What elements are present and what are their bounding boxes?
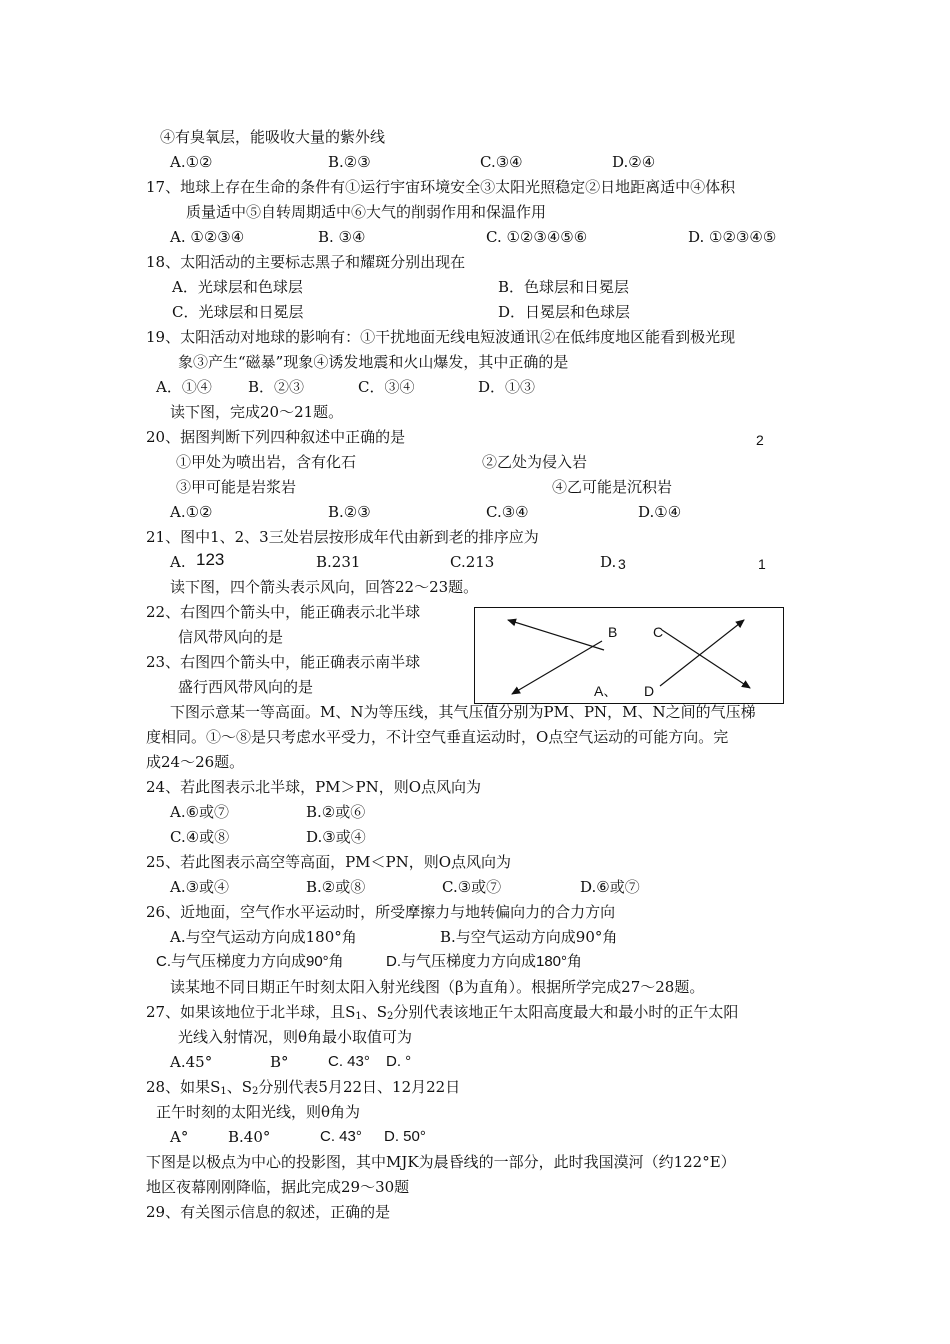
intro-24-26-line2: 度相同。①～⑧是只考虑水平受力，不计空气垂直运动时，O点空气运动的可能方向。完 — [146, 728, 729, 746]
wind-label-a: A、 — [594, 683, 618, 699]
q17-stem-line2: 质量适中⑤自转周期适中⑥大气的削弱作用和保温作用 — [186, 203, 547, 221]
wind-label-d: D — [644, 683, 655, 699]
intro-29-30-line1: 下图是以极点为中心的投影图，其中MJK为晨昏线的一部分，此时我国漠河（约122°E） — [146, 1153, 736, 1171]
q26-stem: 26、近地面，空气作水平运动时，所受摩擦力与地转偏向力的合力方向 — [146, 903, 616, 921]
q18-choice-d: D．日冕层和色球层 — [498, 303, 631, 321]
q21-stem: 21、图中1、2、3三处岩层按形成年代由新到老的排序应为 — [146, 528, 539, 546]
q28-choice-b: B.40° — [228, 1128, 271, 1146]
q28-stem-line1 — [146, 1077, 460, 1097]
q21-choice-a: A. — [170, 553, 186, 571]
q21-choice-c: C.213 — [450, 553, 495, 571]
q27-stem-pre: 27、如果该地位于北半球，且S — [146, 1003, 356, 1021]
q18-choice-b: B．色球层和日冕层 — [498, 278, 630, 296]
q23-stem-line1: 23、右图四个箭头中，能正确表示南半球 — [146, 653, 421, 671]
q18-choice-c: C．光球层和日冕层 — [172, 303, 304, 321]
q18-choice-a: A．光球层和色球层 — [172, 278, 303, 296]
q19-choice-b: B．②③ — [248, 378, 305, 396]
q17-choice-b: B. ③④ — [318, 228, 366, 246]
q19-choice-d: D．①③ — [478, 378, 536, 396]
q22-stem-line1: 22、右图四个箭头中，能正确表示北半球 — [146, 603, 421, 621]
q17-choice-a: A. ①②③④ — [170, 228, 245, 246]
q26-choice-b: B.与空气运动方向成90°角 — [440, 928, 618, 946]
q29-stem: 29、有关图示信息的叙述，正确的是 — [146, 1203, 391, 1221]
q16-choice-d: D.②④ — [612, 153, 656, 171]
rock-layer-label-2: 2 — [756, 432, 764, 448]
q21-choice-d: D. — [600, 553, 617, 571]
q20-statement-4: ④乙可能是沉积岩 — [552, 478, 673, 496]
read-instruction-27-28: 读某地不同日期正午时刻太阳入射光线图（β为直角）。根据所学完成27～28题。 — [170, 978, 705, 996]
q20-choice-d: D.①④ — [638, 503, 682, 521]
wind-arrow-b — [508, 620, 604, 650]
q17-stem-line1: 17、地球上存在生命的条件有①运行宇宙环境安全③太阳光照稳定②日地距离适中④体积 — [146, 178, 736, 196]
read-instruction-22-23: 读下图，四个箭头表示风向，回答22～23题。 — [170, 578, 479, 596]
wind-label-c: C — [653, 624, 664, 640]
q27-stem-post: 分别代表该地正午太阳高度最大和最小时的正午太阳 — [393, 1003, 739, 1021]
q16-choice-a: A.①② — [170, 153, 213, 171]
wind-label-b: B — [608, 624, 618, 640]
s2-subscript: 2 — [252, 1086, 259, 1097]
q27-stem-line1 — [146, 1002, 738, 1022]
q19-choice-a: A．①④ — [156, 378, 212, 396]
wind-arrows-figure — [474, 607, 784, 704]
q20-choice-c: C.③④ — [486, 503, 529, 521]
q20-statement-2: ②乙处为侵入岩 — [482, 453, 588, 471]
q17-choice-c: C. ①②③④⑤⑥ — [486, 228, 588, 246]
intro-24-26-line3: 成24～26题。 — [146, 753, 245, 771]
q28-choice-d: D. 50° — [384, 1128, 426, 1145]
q21-choice-a-value: 123 — [196, 550, 225, 569]
q18-stem: 18、太阳活动的主要标志黑子和耀斑分别出现在 — [146, 253, 466, 271]
q26-choice-d: D.与气压梯度力方向成180°角 — [386, 953, 583, 970]
q17-choice-d: D. ①②③④⑤ — [688, 228, 777, 246]
q23-stem-line2: 盛行西风带风向的是 — [178, 678, 314, 696]
q16-option-4: ④有臭氧层，能吸收大量的紫外线 — [160, 128, 386, 146]
s1-subscript: 1 — [355, 1011, 362, 1022]
q20-statement-3: ③甲可能是岩浆岩 — [176, 478, 297, 496]
read-instruction-20-21: 读下图，完成20～21题。 — [170, 403, 344, 421]
q20-statement-1: ①甲处为喷出岩，含有化石 — [176, 453, 357, 471]
q28-stem-pre: 28、如果S — [146, 1078, 221, 1096]
q25-choice-a: A.③或④ — [170, 878, 230, 896]
q24-choice-c: C.④或⑧ — [170, 828, 230, 846]
q25-choice-b: B.②或⑧ — [306, 878, 366, 896]
q27-choice-a: A.45° — [170, 1053, 213, 1071]
q24-choice-b: B.②或⑥ — [306, 803, 366, 821]
q25-stem: 25、若此图表示高空等高面，PM＜PN，则O点风向为 — [146, 853, 512, 871]
q27-choice-b: B° — [270, 1053, 289, 1071]
q16-choice-b: B.②③ — [328, 153, 371, 171]
q28-stem-line2: 正午时刻的太阳光线，则θ角为 — [156, 1103, 361, 1121]
q28-choice-a: A° — [170, 1128, 189, 1146]
q27-stem-line2: 光线入射情况，则θ角最小取值可为 — [178, 1028, 413, 1046]
q26-choice-a: A.与空气运动方向成180°角 — [170, 928, 357, 946]
q20-choice-a: A.①② — [170, 503, 213, 521]
intro-29-30-line2: 地区夜幕刚刚降临，据此完成29～30题 — [146, 1178, 410, 1196]
q27-stem-mid: 、S — [361, 1003, 388, 1021]
s1-subscript: 1 — [220, 1086, 227, 1097]
q20-choice-b: B.②③ — [328, 503, 371, 521]
q27-choice-c: C. 43° — [328, 1053, 370, 1070]
q21-choice-b: B.231 — [316, 553, 361, 571]
q24-choice-d: D.③或④ — [306, 828, 366, 846]
q19-choice-c: C．③④ — [358, 378, 415, 396]
intro-24-26-line1: 下图示意某一等高面。M、N为等压线，其气压值分别为PM、PN，M、N之间的气压梯 — [170, 703, 756, 721]
q26-choice-c: C.与气压梯度力方向成90°角 — [156, 953, 344, 970]
q25-choice-d: D.⑥或⑦ — [580, 878, 640, 896]
q20-stem: 20、据图判断下列四种叙述中正确的是 — [146, 428, 406, 446]
q19-stem-line1: 19、太阳活动对地球的影响有：①干扰地面无线电短波通讯②在低纬度地区能看到极光现 — [146, 328, 736, 346]
q27-choice-d: D. ° — [386, 1053, 412, 1070]
wind-arrow-c — [662, 630, 750, 688]
s2-subscript: 2 — [387, 1011, 394, 1022]
q24-choice-a: A.⑥或⑦ — [170, 803, 230, 821]
rock-layer-label-3: 3 — [618, 556, 626, 572]
q28-stem-post: 分别代表5月22日、12月22日 — [258, 1078, 461, 1096]
q28-stem-mid: 、S — [226, 1078, 253, 1096]
q16-choice-c: C.③④ — [480, 153, 523, 171]
q25-choice-c: C.③或⑦ — [442, 878, 502, 896]
q28-choice-c: C. 43° — [320, 1128, 362, 1145]
wind-arrow-a — [512, 641, 602, 694]
q24-stem: 24、若此图表示北半球，PM＞PN，则O点风向为 — [146, 778, 482, 796]
q22-stem-line2: 信风带风向的是 — [178, 628, 284, 646]
q19-stem-line2: 象③产生“磁暴”现象④诱发地震和火山爆发，其中正确的是 — [178, 353, 569, 371]
rock-layer-label-1: 1 — [758, 556, 766, 572]
